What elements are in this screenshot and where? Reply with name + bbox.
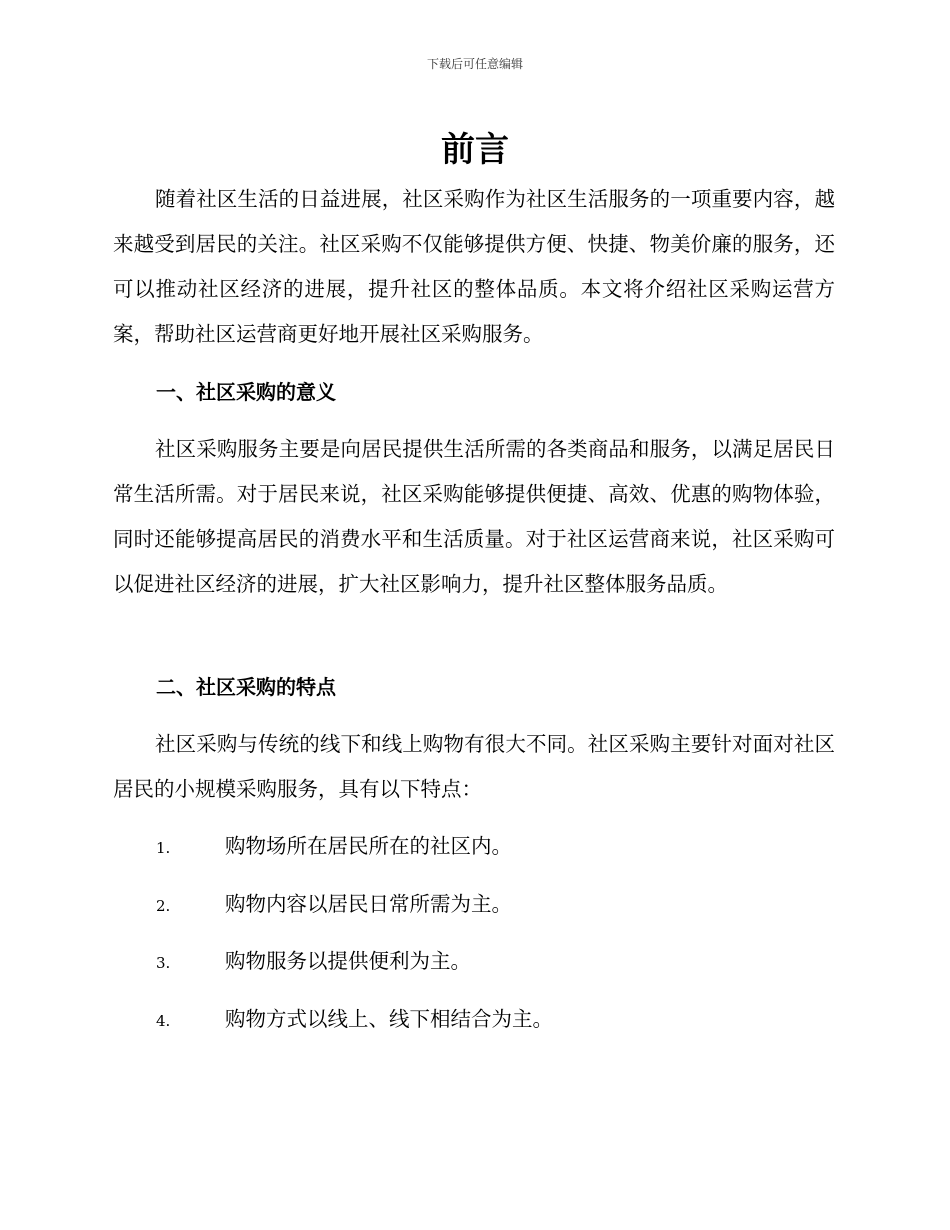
header-note: 下载后可任意编辑 (426, 57, 523, 71)
list-text: 购物场所在居民所在的社区内。 (225, 834, 512, 858)
section-body-significance: 社区采购服务主要是向居民提供生活所需的各类商品和服务，以满足居民日常生活所需。对于居民来说，社区采购能够提供便捷、高效、优惠的购物体验，同时还能够提高居民的消费水平和生活质量。对于社区运营商来说，社区采购可以促进社区经济的进展，扩大社区影响力，提升社区整体服务品质。 (113, 437, 835, 596)
document-title: 前言 (441, 130, 509, 170)
list-number: 3. (156, 954, 171, 972)
list-text: 购物方式以线上、线下相结合为主。 (225, 1007, 553, 1031)
intro-paragraph: 随着社区生活的日益进展，社区采购作为社区生活服务的一项重要内容，越来越受到居民的关注。社区采购不仅能够提供方便、快捷、物美价廉的服务，还可以推动社区经济的进展，提升社区的整体品质。本文将介绍社区采购运营方案，帮助社区运营商更好地开展社区采购服务。 (113, 187, 835, 346)
list-number: 1. (156, 839, 171, 857)
list-text: 购物内容以居民日常所需为主。 (225, 892, 512, 916)
list-number: 2. (156, 897, 171, 915)
section-heading-features: 二、社区采购的特点 (156, 675, 336, 699)
section-heading-significance: 一、社区采购的意义 (156, 380, 336, 404)
list-number: 4. (156, 1012, 171, 1030)
section-body-features: 社区采购与传统的线下和线上购物有很大不同。社区采购主要针对面对社区居民的小规模采购服务，具有以下特点： (113, 732, 835, 801)
list-text: 购物服务以提供便利为主。 (225, 949, 471, 973)
